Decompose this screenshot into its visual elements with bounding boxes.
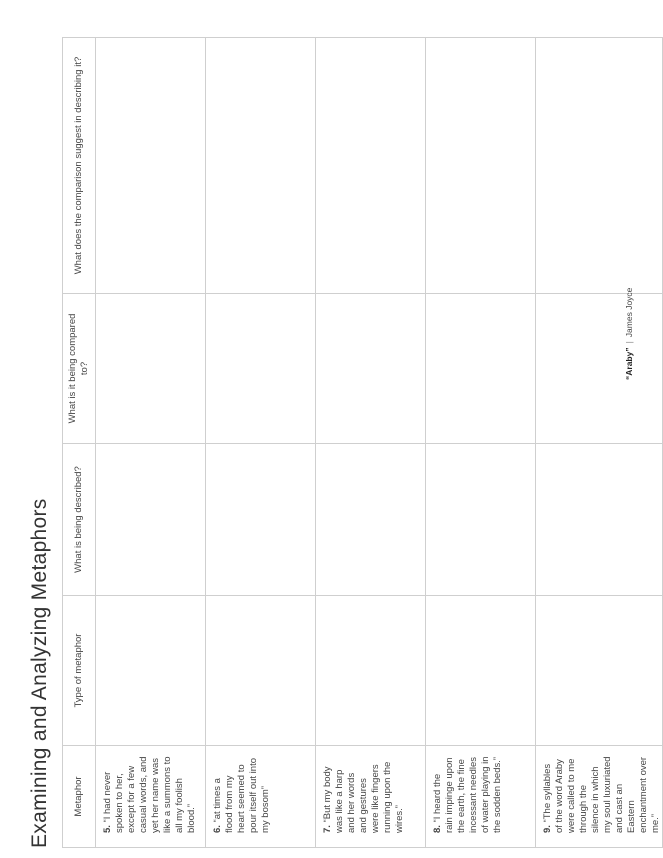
answer-cell[interactable] [96, 294, 206, 444]
table-header-row [63, 38, 96, 848]
page-footer [624, 288, 634, 380]
answer-cell[interactable] [316, 38, 426, 294]
answer-cell[interactable] [96, 38, 206, 294]
answer-cell[interactable] [536, 596, 663, 746]
answer-cell[interactable] [536, 294, 663, 444]
answer-cell[interactable] [426, 38, 536, 294]
answer-cell[interactable] [96, 596, 206, 746]
header-cell: What is being described? [63, 444, 96, 596]
table-row [536, 38, 663, 848]
answer-cell[interactable] [426, 294, 536, 444]
table-row [96, 38, 206, 848]
answer-cell[interactable] [96, 444, 206, 596]
header-cell: What is it being compared to? [63, 294, 96, 444]
answer-cell[interactable] [536, 444, 663, 596]
table-row [206, 38, 316, 848]
header-cell: What does the comparison suggest in describing it? [63, 38, 96, 294]
answer-cell[interactable] [316, 596, 426, 746]
answer-cell[interactable] [206, 596, 316, 746]
answer-cell[interactable] [316, 444, 426, 596]
author-name: James Joyce [624, 287, 634, 338]
answer-cell[interactable] [426, 444, 536, 596]
answer-cell[interactable] [316, 294, 426, 444]
metaphor-cell: 7. “But my body was like a harp and her words and gestures were like fingers running upon the wires.” [316, 746, 426, 848]
story-title: “Araby” [624, 347, 634, 380]
answer-cell[interactable] [206, 294, 316, 444]
header-cell: Type of metaphor [63, 596, 96, 746]
answer-cell[interactable] [206, 444, 316, 596]
header-cell: Metaphor [63, 746, 96, 848]
table-row [316, 38, 426, 848]
table-row [426, 38, 536, 848]
answer-cell[interactable] [426, 596, 536, 746]
metaphor-table [62, 37, 663, 848]
answer-cell[interactable] [536, 38, 663, 294]
page-title: Examining and Analyzing Metaphors [28, 498, 51, 848]
metaphor-cell: 5. “I had never spoken to her, except for a few casual words, and yet her name was like a summons to all my foolish blood.” [96, 746, 206, 848]
metaphor-cell: 6. “at times a flood from my heart seemed to pour itself out into my bosom” [206, 746, 316, 848]
answer-cell[interactable] [206, 38, 316, 294]
metaphor-cell: 8. “I heard the rain impinge upon the earth, the fine incessant needles of water playing in the sodden beds.” [426, 746, 536, 848]
footer-separator: | [624, 341, 634, 344]
metaphor-cell: 9. “The syllables of the word Araby were called to me through the silence in which my soul luxuriated and cast an Eastern enchantment over me.” [536, 746, 663, 848]
